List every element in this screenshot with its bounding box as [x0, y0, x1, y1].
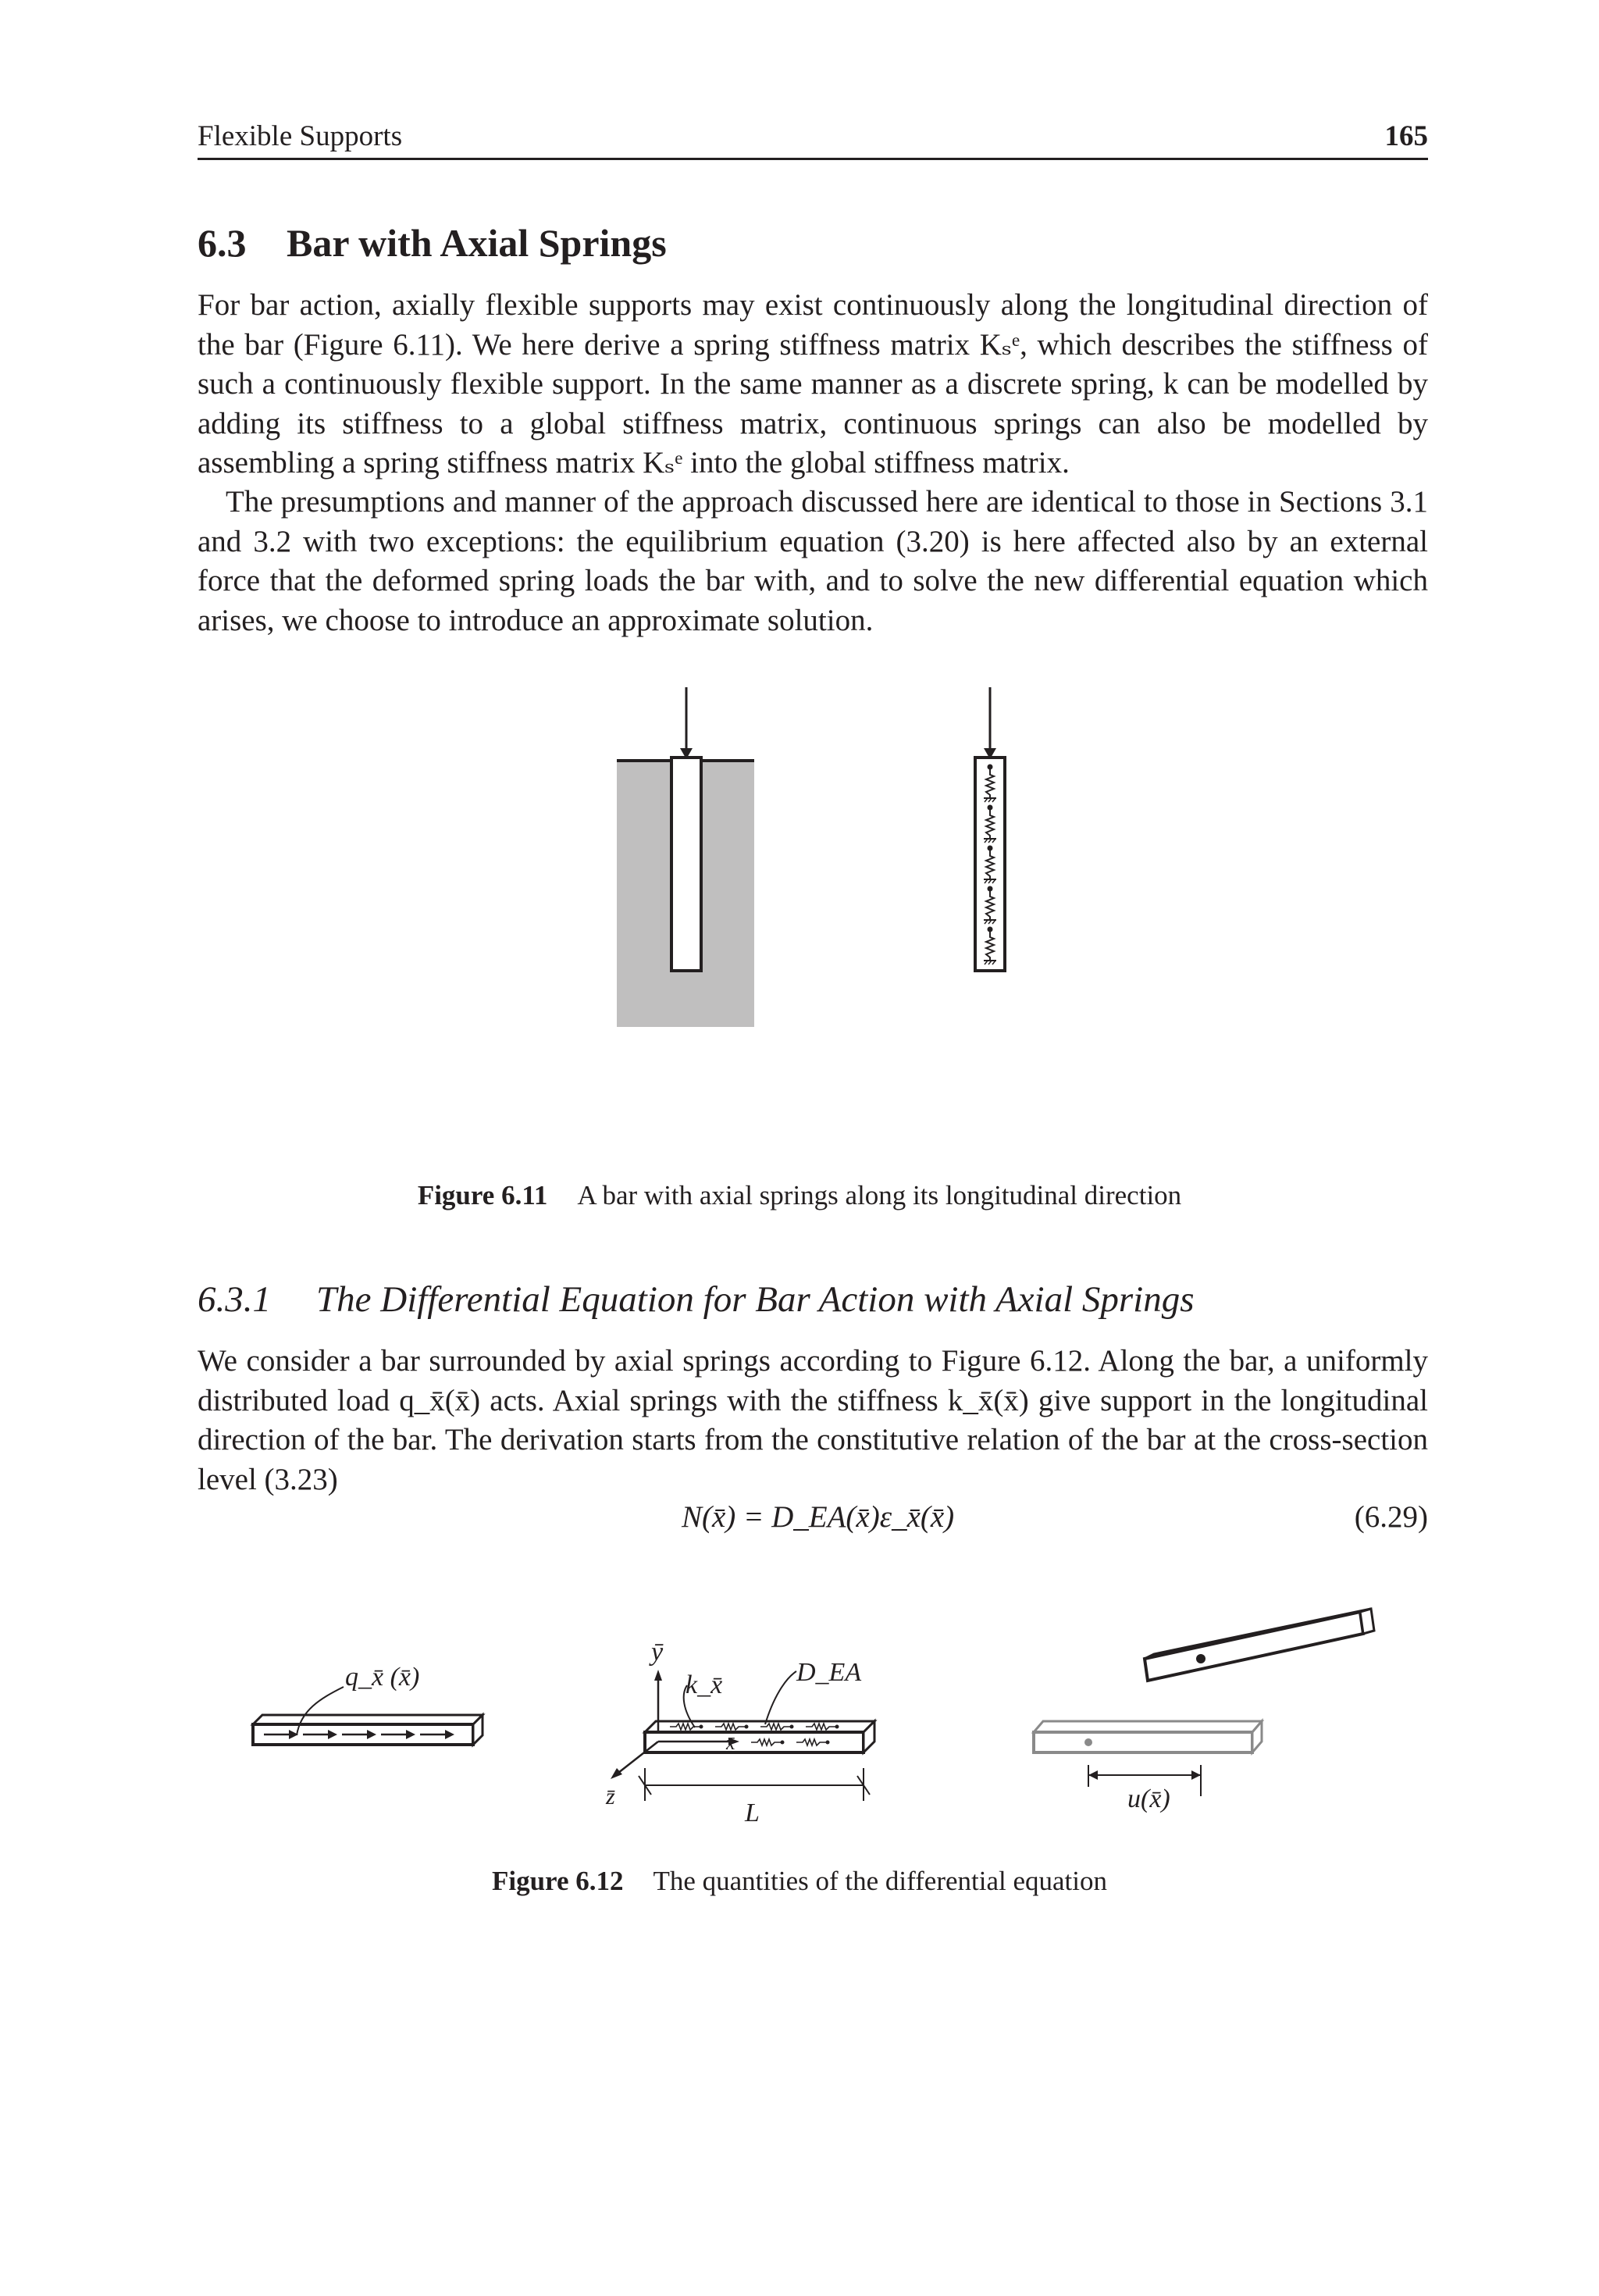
displacement-label: u(x̄) [1127, 1784, 1170, 1813]
y-axis-label: ȳ [651, 1638, 664, 1667]
spring-bar-with-axes [605, 1638, 874, 1827]
spring-node [745, 1725, 749, 1729]
spring-node [700, 1725, 703, 1729]
z-axis-arrow [611, 1768, 622, 1779]
x-axis-label: x̄ [726, 1731, 735, 1754]
figure-6-12-caption [0, 1863, 1599, 1899]
figure-6-11-caption-text: A bar with axial springs along its longitudinal direction [577, 1180, 1182, 1210]
spring-node [790, 1725, 794, 1729]
length-label: L [745, 1799, 760, 1827]
subsection-number: 6.3.1 [198, 1279, 271, 1320]
figure-6-12-drawing [0, 1593, 1599, 1827]
spring-node [781, 1741, 785, 1745]
paragraph-2-text: The presumptions and manner of the approach discussed here are identical to those in Sections 3.1 and 3.2 with two exceptions: the equilibrium equation (3.20) is here affected also by an external force that the deformed spring loads the bar with, and to solve the new differential equation which arises, we choose to introduce an approximate solution. [198, 485, 1428, 637]
spring-stiffness-label: k_x̄ [686, 1670, 723, 1699]
subsection-title: The Differential Equation for Bar Action with Axial Springs [316, 1279, 1195, 1320]
subsection-heading [198, 1275, 1195, 1324]
section-title: Bar with Axial Springs [287, 221, 667, 265]
figure-6-11-caption [0, 1178, 1599, 1214]
paragraph-1: For bar action, axially flexible supports may exist continuously along the longitudinal direction of the bar (Figure 6.11). We here derive a spring stiffness matrix Kₛᵉ, which describes the stiffness of such a continuously flexible support. In the same manner as a discrete spring, k can be modelled by adding its stiffness to a global stiffness matrix, continuous springs can also be modelled by assembling a spring stiffness matrix Kₛᵉ into the global stiffness matrix. [198, 288, 1428, 480]
spring-node [826, 1741, 830, 1745]
spring-node [835, 1725, 839, 1729]
header-rule [198, 158, 1428, 160]
equation-expression: N(x̄) = D_EA(x̄)ε_x̄(x̄) [682, 1500, 955, 1534]
loaded-bar [253, 1663, 483, 1745]
figure-6-12-caption-text: The quantities of the differential equation [653, 1866, 1108, 1896]
paragraph-2 [198, 483, 1428, 640]
page-number: 165 [1384, 120, 1428, 152]
y-axis-arrow [654, 1670, 662, 1681]
displaced-bar [1034, 1609, 1374, 1813]
load-label: q_x̄ (x̄) [345, 1663, 420, 1692]
figure-6-11-drawing [0, 672, 1599, 1156]
equation-number: (6.29) [1354, 1500, 1428, 1534]
z-axis-label: z̄ [606, 1784, 615, 1809]
section-number: 6.3 [198, 221, 247, 265]
section-heading [198, 217, 667, 269]
figure-6-11-label: Figure 6.11 [417, 1180, 548, 1210]
running-head-title: Flexible Supports [198, 120, 403, 152]
z-axis [618, 1742, 658, 1773]
stiffness-leader [765, 1671, 796, 1724]
paragraph-3: We consider a bar surrounded by axial springs according to Figure 6.12. Along the bar, a uniformly distributed load q_x̄(x̄) acts. Axial springs with the stiffness k_x̄(x̄) give support in the longitudinal direction of the bar. The derivation starts from the constitutive relation of the bar at the cross-section level (3.23) [198, 1344, 1428, 1496]
equation-6-29 [198, 1496, 1428, 1538]
axial-stiffness-label: D_EA [796, 1658, 862, 1687]
figure-6-12-label: Figure 6.12 [491, 1866, 624, 1896]
embedded-bar [671, 758, 701, 971]
